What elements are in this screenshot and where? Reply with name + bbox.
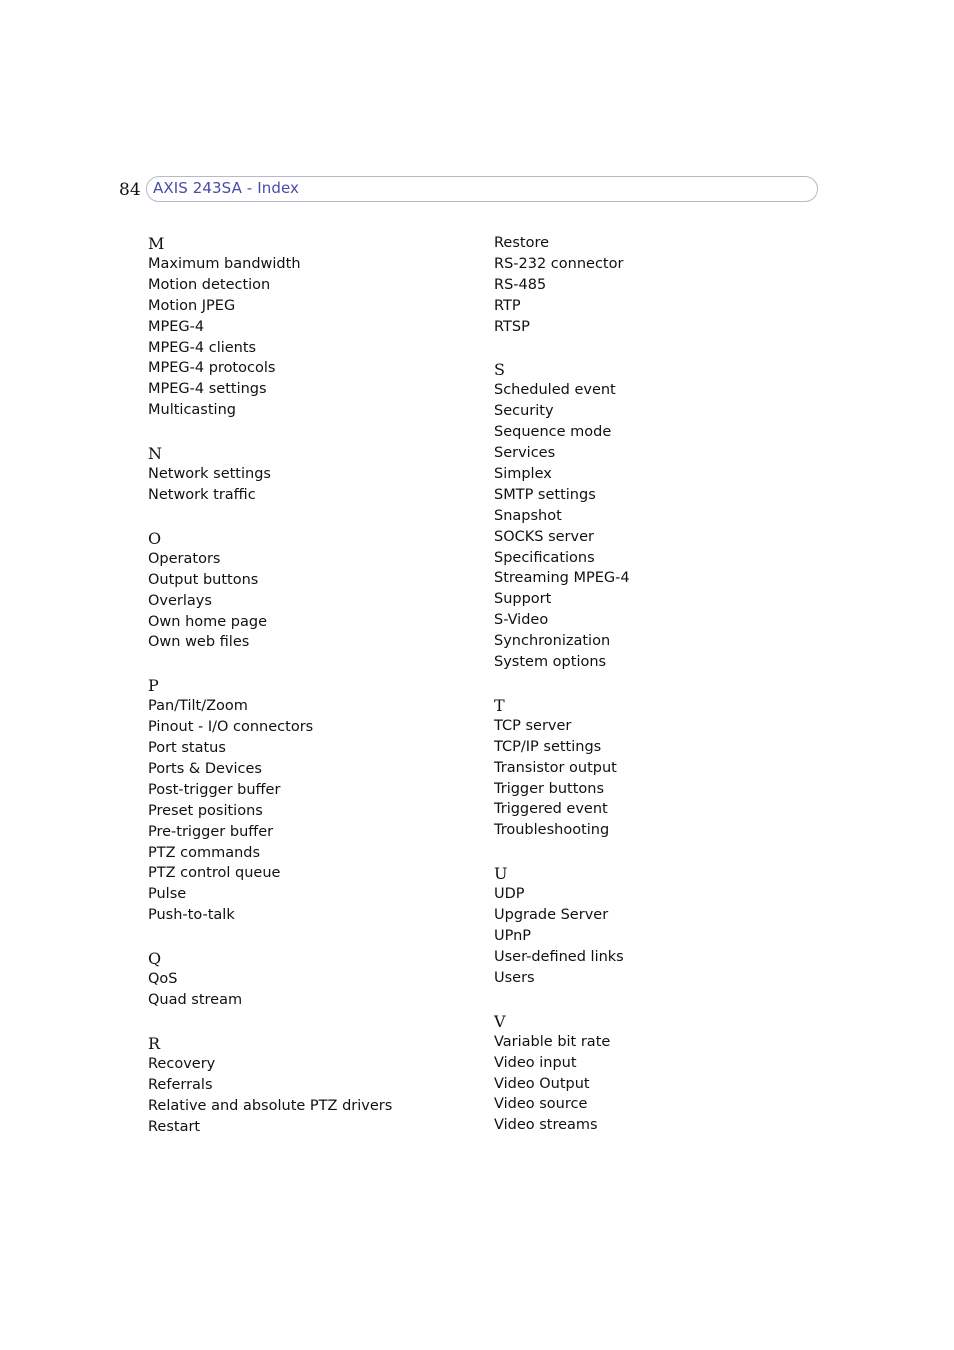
index-section-n (148, 443, 468, 506)
index-entry: Push-to-talk (148, 907, 235, 924)
index-entry: Variable bit rate (494, 1033, 611, 1050)
index-entry: Port status (148, 740, 226, 757)
index-section-t (494, 695, 814, 841)
index-entry: TCP/IP settings (494, 738, 602, 755)
index-letter-heading: N (148, 444, 162, 464)
index-entry: Specifications (494, 549, 595, 566)
index-section-r (148, 1033, 468, 1138)
index-entry: System options (494, 654, 607, 671)
index-entry-list (494, 380, 814, 672)
index-entry: Synchronization (494, 633, 611, 650)
index-entry: UPnP (494, 928, 532, 945)
index-entry: Scheduled event (494, 382, 616, 399)
index-entry: Troubleshooting (494, 822, 610, 839)
index-entry: SMTP settings (494, 486, 596, 503)
index-entry: Transistor output (494, 759, 617, 776)
index-entry: RTSP (494, 318, 530, 335)
index-entry: Restart (148, 1118, 201, 1135)
index-section-continued (494, 233, 814, 337)
index-entry: Ports & Devices (148, 761, 262, 778)
index-entry: MPEG-4 (148, 318, 205, 335)
index-entry: SOCKS server (494, 528, 594, 545)
index-entry: Network traffic (148, 487, 256, 504)
index-entry-list (148, 969, 468, 1011)
index-entry-list (494, 1032, 814, 1136)
index-entry: Sequence mode (494, 424, 612, 441)
index-entry: Security (494, 403, 554, 420)
index-entry: Streaming MPEG-4 (494, 570, 630, 587)
index-entry: Maximum bandwidth (148, 256, 301, 272)
index-entry: Pulse (148, 886, 187, 903)
index-entry: QoS (148, 971, 178, 988)
index-section-o (148, 528, 468, 653)
index-entry: Own home page (148, 613, 268, 630)
index-entry: PTZ commands (148, 844, 261, 861)
index-entry: Upgrade Server (494, 907, 609, 924)
index-entry: MPEG-4 protocols (148, 360, 276, 377)
index-entry: Trigger buttons (494, 780, 604, 797)
index-entry: S-Video (494, 612, 549, 629)
index-letter-heading: S (494, 360, 505, 380)
index-entry: Pinout - I/O connectors (148, 719, 314, 736)
index-entry: Own web files (148, 634, 250, 651)
index-entry: Motion detection (148, 276, 271, 293)
index-section-p (148, 675, 468, 926)
index-entry: Video input (494, 1054, 577, 1071)
index-entry: Simplex (494, 466, 552, 483)
index-entry: Video source (494, 1096, 588, 1113)
index-entry: MPEG-4 clients (148, 339, 257, 356)
index-entry: User-defined links (494, 948, 624, 965)
index-entry: Overlays (148, 592, 212, 609)
index-entry: UDP (494, 886, 525, 903)
index-section-v (494, 1011, 814, 1136)
index-entry: Pre-trigger buffer (148, 823, 274, 840)
index-entry: Network settings (148, 466, 271, 483)
index-entry: Services (494, 445, 556, 462)
index-letter-heading: P (148, 676, 159, 696)
index-entry: Multicasting (148, 402, 236, 419)
index-entry: Recovery (148, 1055, 216, 1072)
index-entry: Video streams (494, 1117, 598, 1134)
index-entry-list (148, 254, 468, 421)
index-letter-heading: U (494, 864, 508, 884)
index-entry-list (148, 1054, 468, 1138)
index-entry: RTP (494, 297, 521, 314)
index-entry-list (494, 233, 814, 337)
index-entry: Referrals (148, 1076, 213, 1093)
index-letter-heading: V (494, 1011, 506, 1031)
index-entry: Snapshot (494, 507, 562, 524)
index-entry-list (148, 549, 468, 653)
index-entry: PTZ control queue (148, 865, 281, 882)
index-section-s (494, 359, 814, 672)
index-entry: TCP server (494, 717, 572, 734)
index-entry-list (494, 716, 814, 841)
index-entry: Support (494, 591, 552, 608)
index-entry: Preset positions (148, 802, 263, 819)
index-entry-list (148, 696, 468, 926)
index-entry: Users (494, 969, 535, 986)
index-entry: Motion JPEG (148, 297, 236, 314)
index-letter-heading: R (148, 1033, 161, 1053)
index-letter-heading: T (494, 695, 505, 715)
index-section-q (148, 948, 468, 1011)
index-entry: Operators (148, 550, 221, 567)
index-section-m (148, 233, 468, 421)
index-entry: Post-trigger buffer (148, 781, 281, 798)
index-entry: RS-232 connector (494, 255, 624, 272)
index-entry: RS-485 (494, 276, 547, 293)
index-entry: Pan/Tilt/Zoom (148, 698, 248, 715)
index-entry-list (494, 884, 814, 988)
index-entry: Output buttons (148, 571, 259, 588)
index-entry: MPEG-4 settings (148, 381, 267, 398)
header-title: AXIS 243SA - Index (153, 179, 299, 197)
index-entry: Video Output (494, 1075, 590, 1092)
page-number: 84 (119, 180, 141, 200)
index-column-right (494, 233, 814, 1158)
index-entry-list (148, 464, 468, 506)
index-entry: Restore (494, 235, 550, 251)
index-entry: Relative and absolute PTZ drivers (148, 1097, 393, 1114)
index-column-left (148, 233, 468, 1160)
index-letter-heading: O (148, 528, 162, 548)
index-entry: Quad stream (148, 992, 243, 1009)
index-letter-heading: M (148, 234, 165, 253)
index-section-u (494, 863, 814, 988)
index-entry: Triggered event (494, 801, 608, 818)
index-letter-heading: Q (148, 949, 162, 969)
